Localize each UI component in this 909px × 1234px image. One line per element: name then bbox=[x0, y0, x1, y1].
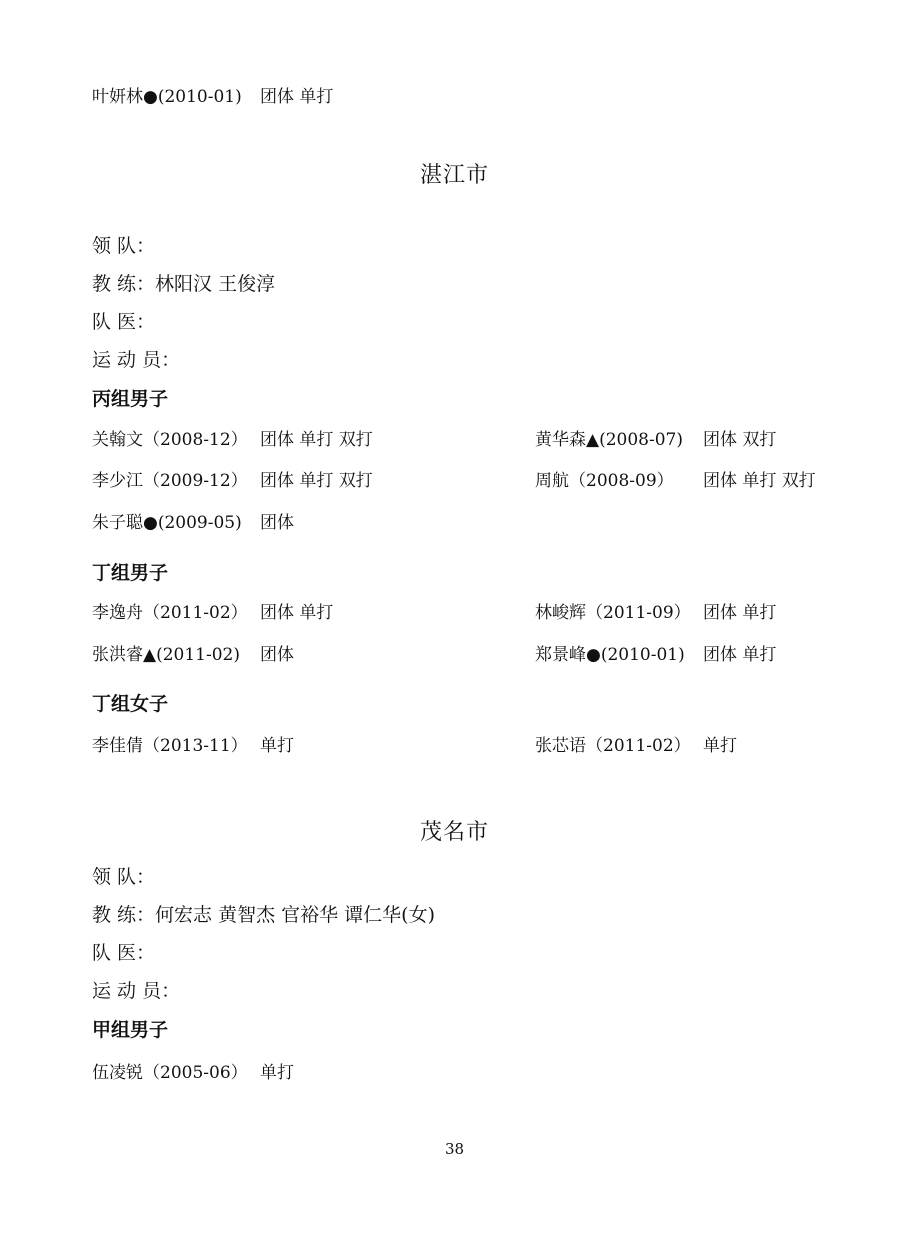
athlete-name: 黄华森▲(2008-07) bbox=[535, 430, 683, 450]
athlete-name: 朱子聪●(2009-05) bbox=[92, 513, 242, 533]
team-leader-line: 领 队： bbox=[92, 866, 156, 888]
athletes-label: 运 动 员： bbox=[92, 980, 181, 1002]
athlete-entry bbox=[92, 640, 294, 665]
athlete-events: 单打 bbox=[260, 1063, 294, 1083]
athlete-name: 叶妍林●(2010-01) bbox=[92, 87, 242, 107]
coach-line: 教 练：何宏志 黄智杰 官裕华 谭仁华(女) bbox=[92, 904, 435, 926]
athlete-name: 张洪睿▲(2011-02) bbox=[92, 645, 240, 665]
team-leader-line: 领 队： bbox=[92, 235, 156, 257]
team-doctor-line: 队 医： bbox=[92, 311, 156, 333]
coach-line: 教 练：林阳汉 王俊淳 bbox=[92, 273, 276, 295]
athlete-name: 李逸舟（2011-02） bbox=[92, 603, 248, 623]
page-number: 38 bbox=[444, 1140, 465, 1158]
athlete-entry bbox=[92, 598, 334, 623]
athlete-name: 林峻辉（2011-09） bbox=[535, 603, 691, 623]
team-doctor-line: 队 医： bbox=[92, 942, 156, 964]
athlete-events: 单打 bbox=[703, 736, 737, 756]
athlete-entry bbox=[535, 425, 777, 450]
athlete-entry bbox=[92, 731, 294, 756]
athlete-entry bbox=[535, 731, 737, 756]
athlete-name: 周航（2008-09） bbox=[535, 471, 674, 491]
athlete-name: 伍凌锐（2005-06） bbox=[92, 1063, 248, 1083]
athlete-events: 团体 单打 双打 bbox=[260, 430, 373, 450]
athlete-name: 张芯语（2011-02） bbox=[535, 736, 691, 756]
athlete-events: 团体 bbox=[260, 645, 294, 665]
athlete-entry bbox=[92, 1058, 294, 1083]
athlete-name: 关翰文（2008-12） bbox=[92, 430, 248, 450]
athlete-name: 郑景峰●(2010-01) bbox=[535, 645, 685, 665]
group-title: 甲组男子 bbox=[92, 1019, 169, 1041]
group-title: 丙组男子 bbox=[92, 388, 169, 410]
athlete-events: 团体 单打 双打 bbox=[260, 471, 373, 491]
athlete-entry bbox=[535, 466, 816, 491]
athletes-label: 运 动 员： bbox=[92, 349, 181, 371]
athlete-entry bbox=[92, 466, 373, 491]
athlete-events: 团体 bbox=[260, 513, 294, 533]
athlete-events: 团体 单打 bbox=[260, 87, 334, 107]
athlete-events: 团体 单打 bbox=[703, 645, 777, 665]
athlete-entry bbox=[92, 425, 373, 450]
athlete-name: 李少江（2009-12） bbox=[92, 471, 248, 491]
athlete-name: 李佳倩（2013-11） bbox=[92, 736, 248, 756]
athlete-entry bbox=[92, 508, 294, 533]
group-title: 丁组女子 bbox=[92, 693, 169, 715]
city-title-zhanjiang: 湛江市 bbox=[419, 163, 489, 188]
athlete-events: 团体 单打 bbox=[260, 603, 334, 623]
city-title-maoming: 茂名市 bbox=[419, 820, 489, 845]
athlete-entry-carryover bbox=[92, 82, 334, 107]
athlete-events: 团体 单打 bbox=[703, 603, 777, 623]
athlete-events: 单打 bbox=[260, 736, 294, 756]
athlete-entry bbox=[535, 598, 777, 623]
group-title: 丁组男子 bbox=[92, 562, 169, 584]
athlete-events: 团体 单打 双打 bbox=[703, 471, 816, 491]
athlete-entry bbox=[535, 640, 777, 665]
athlete-events: 团体 双打 bbox=[703, 430, 777, 450]
